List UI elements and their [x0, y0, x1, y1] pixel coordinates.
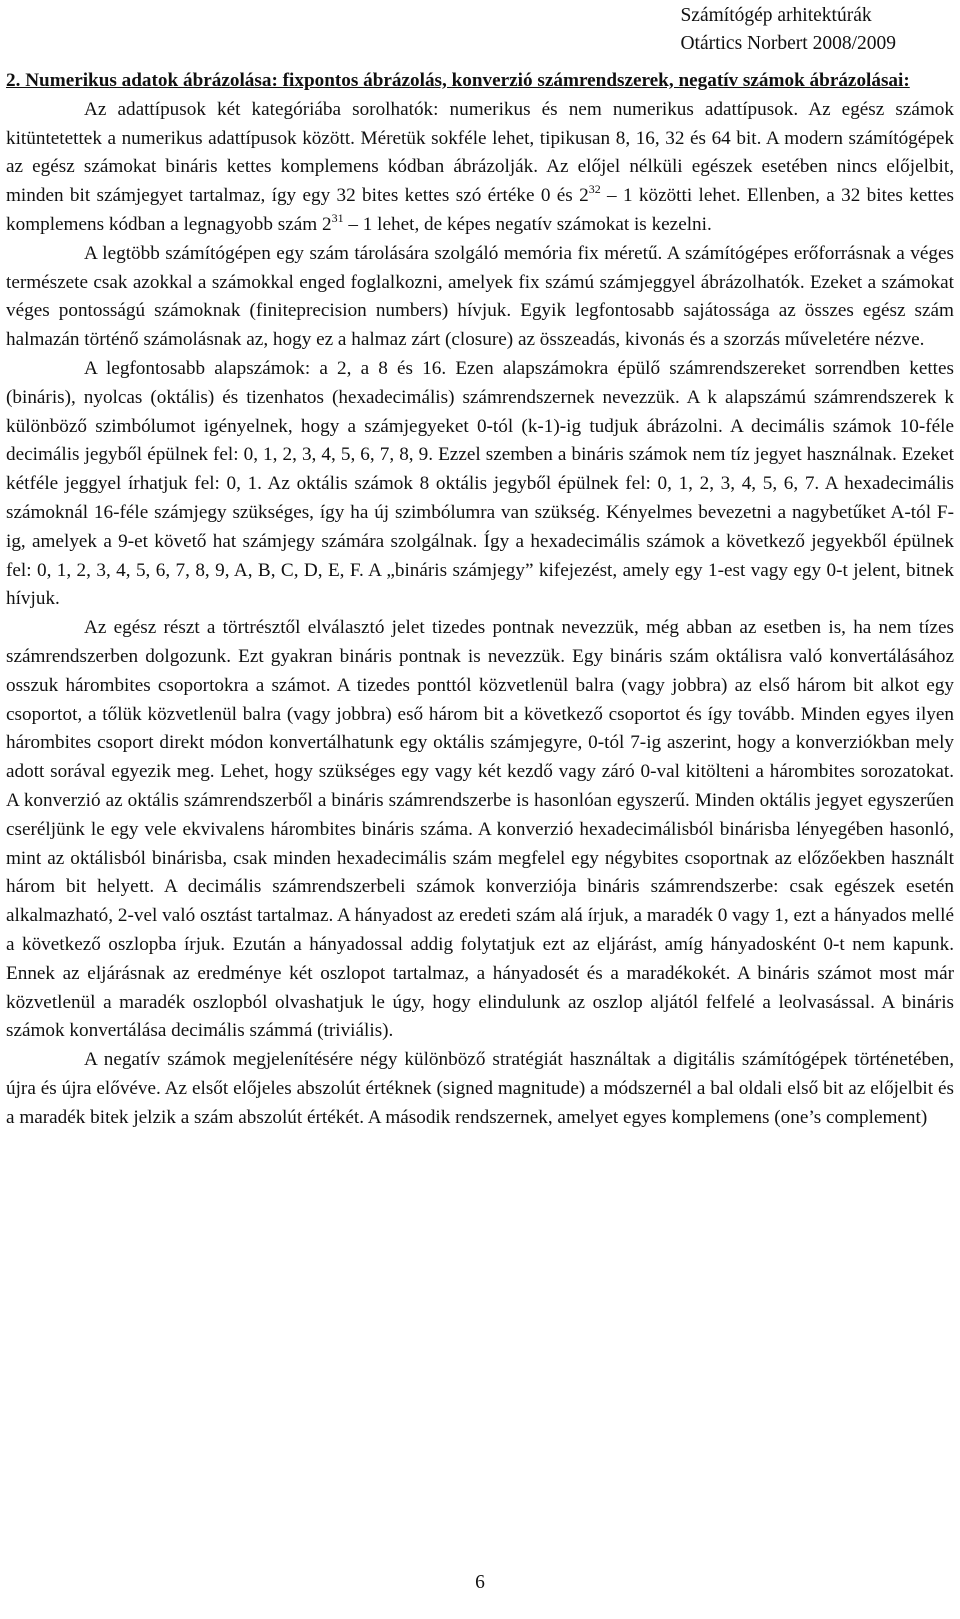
header-course-title: Számítógép arhitektúrák [680, 5, 872, 26]
paragraph-text: Az adattípusok két kategóriába sorolhatók: numerikus és nem numerikus adattípusok. Az egész számok kitüntetettek a numerikus adattípusok között. Méretük sokféle lehet, tipikusan 8, 16, 32 és 64 bit. A modern számítógépek az egész számokat bináris kettes komplemens kódban ábrázolják. Az előjel nélküli egészek esetében nincs előjelbit, minden bit számjegyet tartalmaz, így egy 32 bites kettes szó értéke 0 és 2 [6, 98, 954, 207]
paragraph-negative-numbers: A negatív számok megjelenítésére négy különböző stratégiát használtak a digitális számítógépek történetében, újra és újra elővéve. Az elsőt előjeles abszolút értéknek (signed magnitude) a módszernél a bal oldali első bit az előjelbit és a maradék bitek jelzik a szám abszolút értékét. A második rendszernek, amelyet egyes komplemens (one’s complement) [6, 1049, 954, 1128]
paragraph-integer-types [6, 96, 954, 240]
exponent: 31 [331, 210, 344, 225]
exponent: 32 [588, 181, 601, 196]
paragraph-number-bases: A legfontosabb alapszámok: a 2, a 8 és 16. Ezen alapszámokra épülő számrendszereket sorrendben kettes (bináris), nyolcas (oktális) és tizenhatos (hexadecimális) számrendszernek nevezzük. A k alapszámú számrendszerek k különböző szimbólumot igényelnek, hogy a számjegyeket 0-tól (k-1)-ig tudjuk ábrázolni. A decimális számok 10-féle decimális jegyből épülnek fel: 0, 1, 2, 3, 4, 5, 6, 7, 8, 9. Ezzel szemben a bináris számok nem tíz jegyet használnak. Ezeket kétféle jeggyel írhatjuk fel: 0, 1. Az oktális számok 8 oktális jegyből épülnek fel: 0, 1, 2, 3, 4, 5, 6, 7. A hexadecimális számoknál 16-féle számjegy szükséges, így ha új szimbólumra van szükség. Kényelmes bevezetni a nagybetűket A-tól F-ig, amelyek a 9-et követő hat számjegy számára szolgálnak. Így a hexadecimális számok a következő jegyekből épülnek fel: 0, 1, 2, 3, 4, 5, 6, 7, 8, 9, A, B, C, D, E, F. A „bináris számjegy” kifejezést, amely egy 1-est vagy egy 0-t jelent, bitnek hívjuk. [6, 357, 954, 610]
paragraph-text: – 1 közötti lehet. Ellenben, a 32 bites kettes komplemens kódban a legnagyobb szám 2 [6, 185, 954, 235]
paragraph-conversion: Az egész részt a törtrésztől elválasztó jelet tizedes pontnak nevezzük, még abban az esetben is, ha nem tízes számrendszerben dolgozunk. Ezt gyakran bináris pontnak is nevezzük. Egy bináris szám oktálisra való konvertálásához osszuk hárombites csoportokra a számot. A tizedes ponttól közvetlenül balra (vagy jobbra) az első három bit alkot egy csoportot, a tőlük közvetlenül balra (vagy jobbra) eső három bit a következő csoportot és így tovább. Minden egyes ilyen hárombites csoport direkt módon konvertálhatunk egy oktális számjegyre, 0-tól 7-ig aszerint, hogy a konverziókban mely adott sorával egyezik meg. Lehet, hogy szükséges egy vagy két kezdő vagy záró 0-val kitölteni a hárombites sorozatokat. A konverzió az oktális számrendszerből a bináris számrendszerbe is hasonlóan egyszerű. Minden oktális jegyet egyszerűen cseréljünk le egy vele ekvivalens hárombites bináris száma. A konverzió hexadecimálisból binárisba lényegében hasonló, mint az oktálisból binárisba, csak minden hexadecimális szám megfelel egy négybites csoportnak az előzőekben használt három bit helyett. A decimális számrendszerbeli számok konverziója bináris számrendszerbe: csak egészek esetén alkalmazható, 2-vel való osztást tartalmaz. A hányadost az eredeti szám alá írjuk, a maradék 0 vagy 1, ezt a hányados mellé a következő oszlopba írjuk. Ezután a hányadossal addig folytatjuk ezt az eljárást, amíg hányadosként 0-t nem kapunk. Ennek az eljárásnak az eredménye két oszlopot tartalmaz, a hányadosét és a maradékokét. A bináris számot most már közvetlenül a maradék oszlopból olvashatjuk le úgy, hogy elindulunk az oszlop aljától felfelé a leolvasással. A bináris számok konvertálása decimális számmá (triviális). [6, 617, 954, 1042]
paragraph-text: – 1 lehet, de képes negatív számokat is kezelni. [343, 213, 712, 235]
document-body [6, 67, 954, 1132]
running-header [680, 2, 896, 58]
page-number: 6 [475, 1572, 485, 1593]
header-author-year: Otártics Norbert 2008/2009 [680, 33, 896, 54]
paragraph-finite-precision: A legtöbb számítógépen egy szám tárolására szolgáló memória fix méretű. A számítógépes erőforrásnak a véges természete csak azokkal a számokkal enged foglalkozni, amelyek fix számú számjeggyel ábrázolhatók. Ezeket a számokat véges pontosságú számoknak (finiteprecision numbers) hívjuk. Egyik legfontosabb sajátossága az összes egész szám halmazán történő számolásnak az, hogy ez a halmaz zárt (closure) az összeadás, kivonás és a szorzás műveletére nézve. [6, 242, 954, 351]
section-heading: 2. Numerikus adatok ábrázolása: fixpontos ábrázolás, konverzió számrendszerek, negatív számok ábrázolásai: [6, 70, 910, 91]
